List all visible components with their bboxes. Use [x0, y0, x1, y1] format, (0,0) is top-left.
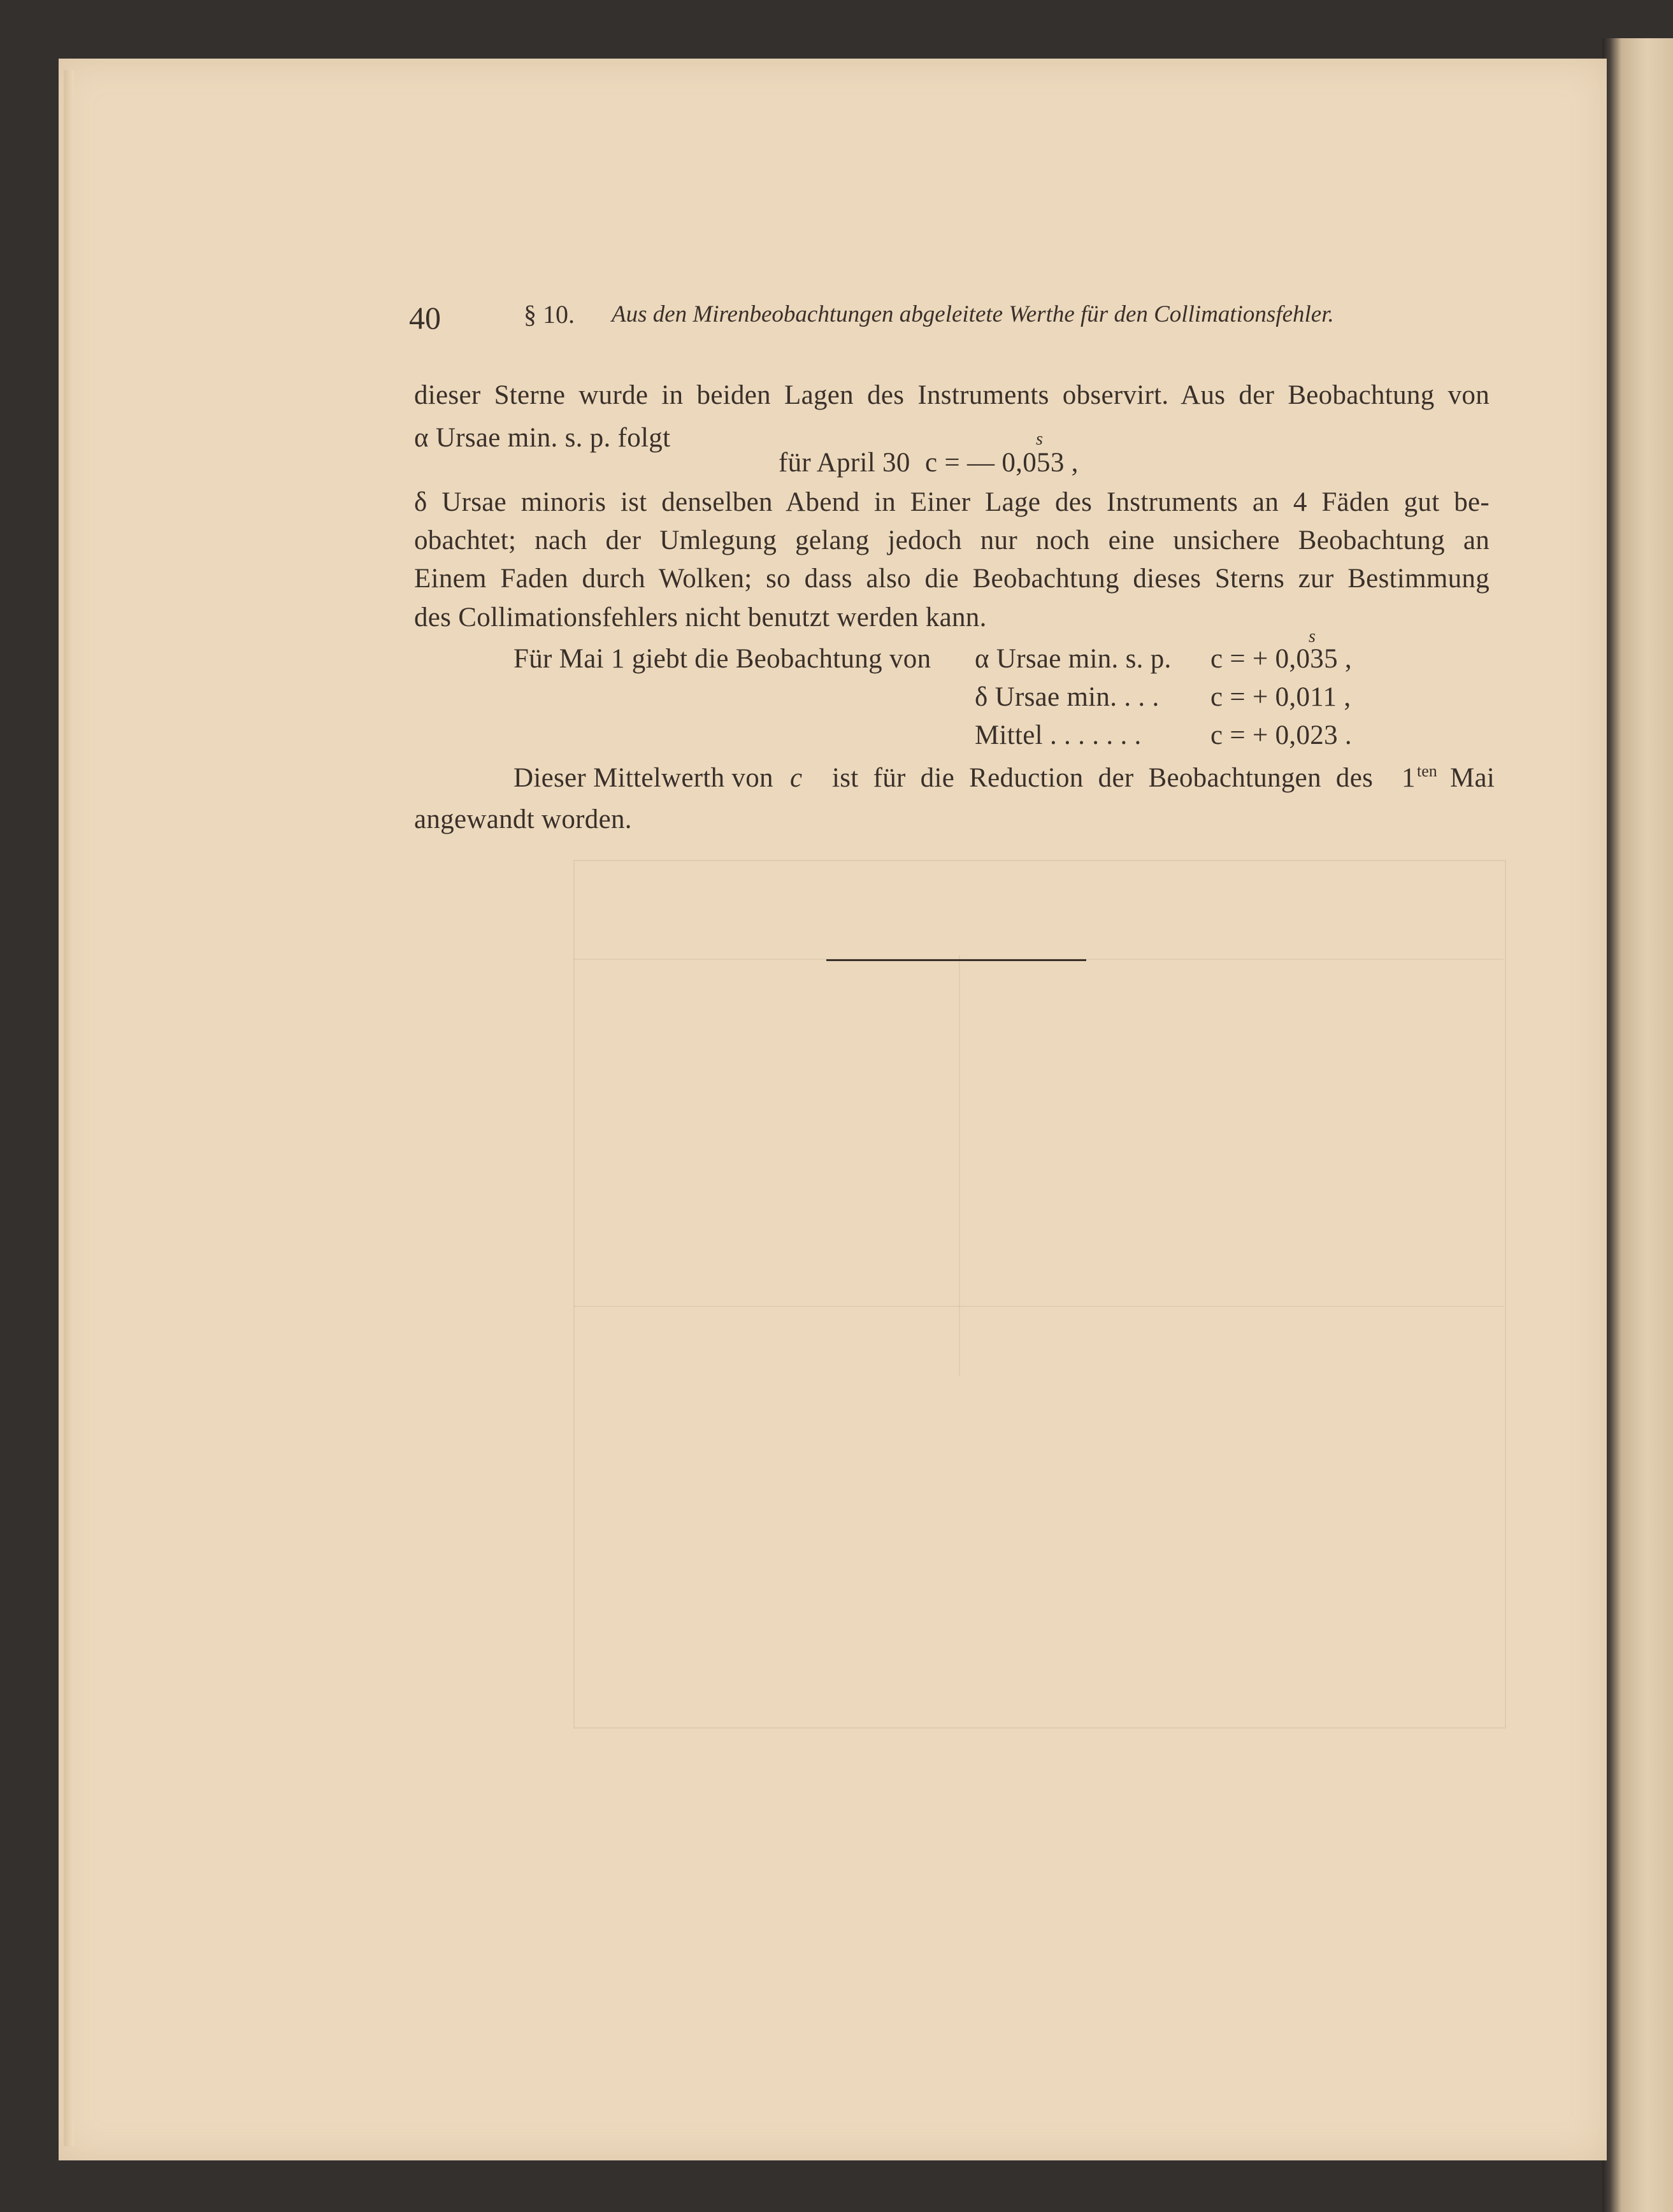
body-line: dieser Sterne wurde in beiden Lagen des Instruments observirt. Aus der Beobachtung von	[414, 380, 1490, 410]
body-line: ist für die Reduction der Beobachtungen des	[832, 763, 1374, 793]
section-number: § 10.	[524, 300, 575, 329]
body-line: angewandt worden.	[414, 804, 632, 834]
adjacent-page-edge	[1602, 38, 1673, 2212]
equation: c = + 0,035 ,	[1210, 644, 1352, 674]
ordinal-number: 1	[1402, 763, 1416, 793]
body-line: δ Ursae minoris ist denselben Abend in Einer Lage des Instruments an 4 Fäden gut be-	[414, 487, 1490, 517]
equation: c = + 0,023 .	[1210, 720, 1352, 750]
page-number: 40	[409, 300, 441, 336]
show-through-line	[959, 955, 960, 1376]
seconds-mark: s	[1036, 429, 1043, 449]
show-through-line	[573, 1306, 1504, 1307]
equation: c = — 0,053 ,	[925, 448, 1079, 478]
star-name: δ Ursae min. . . .	[975, 682, 1160, 712]
body-line: Einem Faden durch Wolken; so dass also die Beobachtung dieses Sterns zur Bestimmung	[414, 564, 1490, 594]
page-binding-shadow	[64, 70, 74, 2146]
body-line: Für Mai 1 giebt die Beobachtung von	[513, 644, 931, 674]
seconds-mark: s	[1309, 627, 1316, 646]
variable-c: c	[790, 763, 803, 793]
ordinal-suffix: ten	[1417, 762, 1437, 780]
body-line: des Collimationsfehlers nicht benutzt werden kann.	[414, 603, 987, 632]
star-name: α Ursae min. s. p.	[975, 644, 1172, 674]
running-title: Aus den Mirenbeobachtungen abgeleitete Werthe für den Collimationsfehler.	[612, 301, 1334, 327]
mean-label: Mittel . . . . . . .	[975, 720, 1142, 750]
show-through-table	[573, 860, 1506, 1729]
date-label: für April 30	[779, 448, 910, 478]
equation: c = + 0,011 ,	[1210, 682, 1351, 712]
body-line: α Ursae min. s. p. folgt	[414, 423, 671, 453]
body-line: Mai	[1450, 763, 1495, 793]
body-line: Dieser Mittelwerth von	[513, 763, 773, 793]
body-line: obachtet; nach der Umlegung gelang jedoch nur noch eine unsichere Beobachtung an	[414, 525, 1490, 555]
section-end-rule	[826, 959, 1086, 961]
